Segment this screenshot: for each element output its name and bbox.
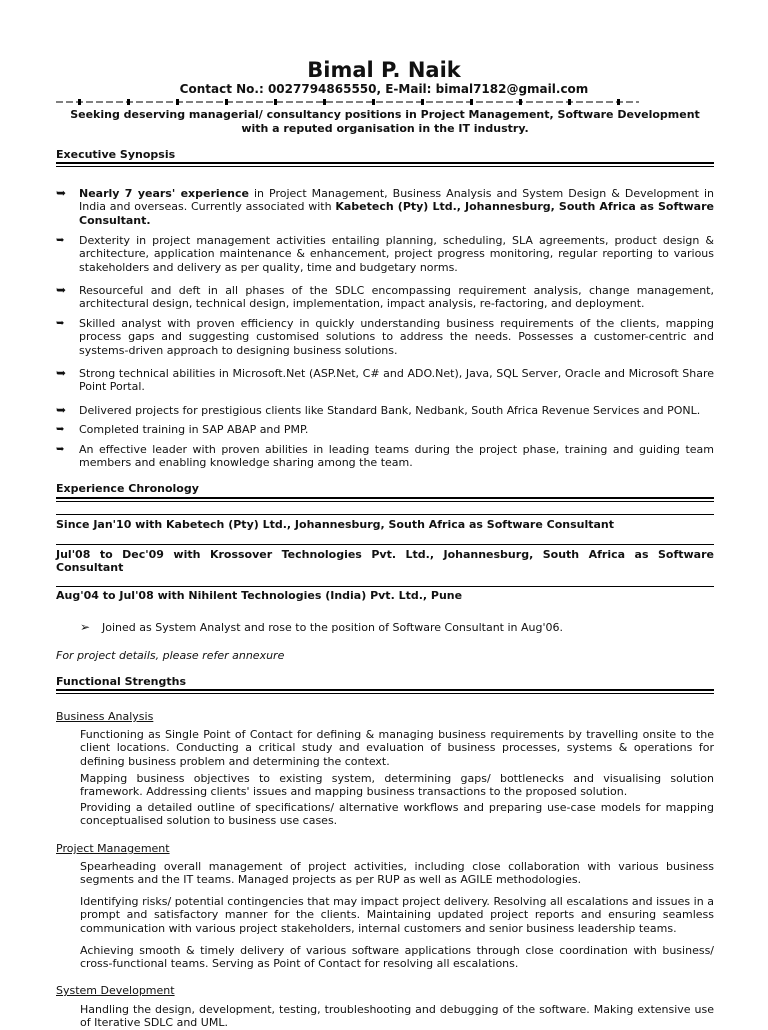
- hand-arrow-icon: ➥: [56, 186, 67, 200]
- subheading-system-development: System Development: [56, 984, 175, 997]
- functional-paragraph: Handling the design, development, testing, troubleshooting and debugging of the software. Making extensive use of Iterative SDLC and UML.: [80, 1003, 714, 1030]
- synopsis-bullet: [56, 443, 714, 470]
- hand-arrow-icon: ➥: [56, 283, 67, 297]
- subheading-project-management: Project Management: [56, 842, 170, 855]
- candidate-name: Bimal P. Naik: [307, 58, 461, 82]
- dash-mark: [323, 99, 326, 105]
- section-title-synopsis: Executive Synopsis: [56, 148, 176, 161]
- section-divider: [56, 162, 714, 167]
- synopsis-highlight: Nearly 7 years' experience: [79, 187, 249, 200]
- synopsis-bullet: [56, 187, 714, 227]
- dash-mark: [421, 99, 424, 105]
- section-divider: [56, 689, 714, 694]
- small-hand-arrow-icon: ➥: [56, 235, 65, 246]
- experience-point-text: Joined as System Analyst and rose to the position of Software Consultant in Aug'06.: [102, 621, 564, 634]
- dash-mark: [225, 99, 228, 105]
- dash-mark: [617, 99, 620, 105]
- decorative-dash-line: [56, 99, 639, 105]
- section-title-experience: Experience Chronology: [56, 482, 199, 495]
- contact-line: Contact No.: 0027794865550, E-Mail: bimal7182@gmail.com: [179, 82, 589, 96]
- functional-paragraph: Spearheading overall management of project activities, including close collaboration with various business segments and the IT teams. Managed projects as per RUP as well as AGILE methodologies.: [80, 860, 714, 887]
- annexure-note: For project details, please refer annexure: [56, 649, 285, 662]
- dash-mark: [519, 99, 522, 105]
- synopsis-bullet: [56, 234, 714, 274]
- subheading-business-analysis: Business Analysis: [56, 710, 154, 723]
- dash-mark: [176, 99, 179, 105]
- dash-mark: [78, 99, 81, 105]
- functional-paragraph: Achieving smooth & timely delivery of various software applications through close coordination with business/ cross-functional teams. Serving as Point of Contact for resolving all escalations.: [80, 944, 714, 971]
- synopsis-bullet: [56, 284, 714, 311]
- dash-mark: [127, 99, 130, 105]
- synopsis-text: Delivered projects for prestigious clients like Standard Bank, Nedbank, South Africa Revenue Services and PONL.: [79, 404, 701, 417]
- hand-arrow-icon: ➥: [56, 403, 67, 417]
- synopsis-bullet: [56, 317, 714, 357]
- synopsis-text: Dexterity in project management activities entailing planning, scheduling, SLA agreements, product design & architecture, application maintenance & enhancement, project progress monitoring, regular reporting to various stakeholders and delivery as per quality, time and budgetary norms.: [79, 234, 714, 274]
- experience-entry: Jul'08 to Dec'09 with Krossover Technologies Pvt. Ltd., Johannesburg, South Africa as Software Consultant: [56, 548, 714, 575]
- synopsis-text: Skilled analyst with proven efficiency in quickly understanding business requirements of the clients, mapping process gaps and suggesting customised solutions to address the needs. Possesses a customer-centric and systems-driven approach to designing business solutions.: [79, 317, 714, 357]
- small-hand-arrow-icon: ➥: [56, 424, 65, 435]
- experience-entry: Since Jan'10 with Kabetech (Pty) Ltd., Johannesburg, South Africa as Software Consultant: [56, 518, 615, 531]
- dash-mark: [372, 99, 375, 105]
- dash-mark: [470, 99, 473, 105]
- entry-divider: [56, 514, 714, 515]
- synopsis-highlight-company: Kabetech (Pty) Ltd., Johannesburg, South Africa as Software Consultant.: [79, 200, 714, 227]
- experience-point: [80, 621, 714, 634]
- hand-arrow-icon: ➥: [56, 366, 67, 380]
- synopsis-text: Strong technical abilities in Microsoft.Net (ASP.Net, C# and ADO.Net), Java, SQL Server, Oracle and Microsoft Share Point Portal.: [79, 367, 714, 394]
- experience-entry: Aug'04 to Jul'08 with Nihilent Technologies (India) Pvt. Ltd., Pune: [56, 589, 463, 602]
- objective-statement: Seeking deserving managerial/ consultancy positions in Project Management, Software Development with a reputed organisation in the IT industry.: [70, 108, 700, 135]
- section-divider: [56, 497, 714, 502]
- dash-mark: [568, 99, 571, 105]
- synopsis-bullet: [56, 404, 714, 417]
- entry-divider: [56, 544, 714, 545]
- synopsis-text: Resourceful and deft in all phases of the SDLC encompassing requirement analysis, change management, architectural design, technical design, implementation, impact analysis, re-factoring, and deployment.: [79, 284, 714, 311]
- synopsis-bullet: [56, 367, 714, 394]
- synopsis-text: An effective leader with proven abilities in leading teams during the project phase, training and guiding team members and enabling knowledge sharing among the team.: [79, 443, 714, 470]
- functional-paragraph: Mapping business objectives to existing system, determining gaps/ bottlenecks and visualising solution framework. Addressing clients' issues and mapping business transactions to the proposed solution.: [80, 772, 714, 799]
- functional-paragraph: Providing a detailed outline of specifications/ alternative workflows and preparing use-case models for mapping conceptualised solution to business use cases.: [80, 801, 714, 828]
- section-title-functional: Functional Strengths: [56, 675, 186, 688]
- functional-paragraph: Functioning as Single Point of Contact for defining & managing business requirements by travelling onsite to the client locations. Conducting a critical study and evaluation of business processes, systems & operations for defining business problem and determining the context.: [80, 728, 714, 768]
- synopsis-text: Completed training in SAP ABAP and PMP.: [79, 423, 309, 436]
- arrowhead-icon: ➢: [80, 620, 91, 634]
- small-hand-arrow-icon: ➥: [56, 318, 65, 329]
- dash-mark: [274, 99, 277, 105]
- synopsis-text: in Project Management, Business Analysis and System Design & Development in India and overseas. Currently associated with: [79, 187, 714, 214]
- functional-paragraph: Identifying risks/ potential contingencies that may impact project delivery. Resolving all escalations and issues in a prompt and satisfactory manner for the clients. Maintaining updated project reports and ensuring seamless communication with various project stakeholders, internal customers and senior business leadership teams.: [80, 895, 714, 935]
- small-hand-arrow-icon: ➥: [56, 444, 65, 455]
- entry-divider: [56, 586, 714, 587]
- synopsis-bullet: [56, 423, 714, 436]
